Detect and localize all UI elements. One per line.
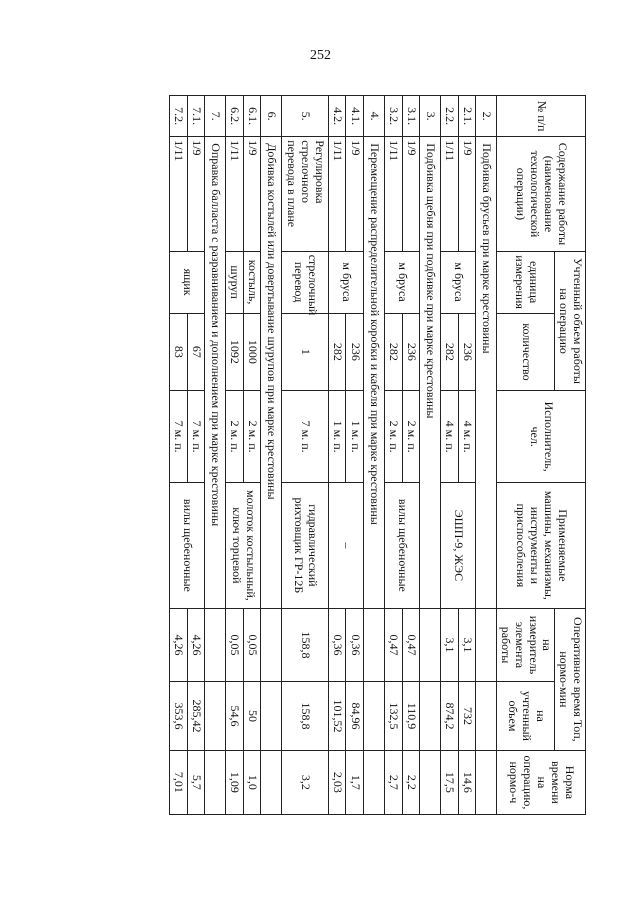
row-content: 1/11 (226, 137, 244, 251)
row-qty: 67 (187, 313, 205, 391)
section-no: 3. (420, 96, 441, 137)
table-row (346, 96, 364, 815)
row-qty: 236 (458, 313, 476, 391)
row-optime-volume: 132,5 (384, 682, 402, 751)
row-norm: 2,2 (402, 750, 420, 814)
row-qty: 1 (282, 313, 328, 391)
row-optime-volume: 158,8 (282, 682, 328, 751)
row-optime-volume: 101,52 (328, 682, 346, 751)
section-row (476, 96, 497, 815)
row-no: 2.2. (441, 96, 459, 137)
table-row (243, 96, 261, 815)
row-tools: гидравлический рихтовщик ГР-12Б (282, 482, 328, 608)
row-optime-meter: 0,05 (243, 608, 261, 681)
row-norm: 14,6 (458, 750, 476, 814)
row-tools: – (328, 482, 363, 608)
row-tools: вилы щебеночные (384, 482, 419, 608)
row-qty: 1000 (243, 313, 261, 391)
row-norm: 5,7 (187, 750, 205, 814)
header-norm: Норма времени на операцию, нормо-ч (497, 750, 586, 814)
row-no: 3.1. (402, 96, 420, 137)
row-norm: 1,7 (346, 750, 364, 814)
row-content: 1/9 (402, 137, 420, 251)
table-row (328, 96, 346, 815)
row-norm: 2,03 (328, 750, 346, 814)
row-tools: ЭШП-9, ЖЭС (441, 482, 476, 608)
row-content: 1/11 (170, 137, 188, 251)
row-optime-volume: 54,6 (226, 682, 244, 751)
row-executor: 1 м. п. (328, 391, 346, 483)
row-norm: 3,2 (282, 750, 328, 814)
row-optime-volume: 732 (458, 682, 476, 751)
row-unit: костыль, (243, 251, 261, 313)
row-executor: 2 м. п. (226, 391, 244, 483)
row-optime-meter: 0,47 (402, 608, 420, 681)
row-executor: 7 м. п. (170, 391, 188, 483)
row-optime-meter: 4,26 (187, 608, 205, 681)
row-unit: ящик (170, 251, 205, 313)
row-executor: 7 м. п. (187, 391, 205, 483)
row-executor: 2 м. п. (243, 391, 261, 483)
row-executor: 7 м. п. (282, 391, 328, 483)
header-content: Содержание работы (наименование технологической операции) (497, 137, 586, 251)
row-optime-meter: 4,26 (170, 608, 188, 681)
row-content: Регулировка стрелочного перевода в плане (282, 137, 328, 251)
row-qty: 236 (402, 313, 420, 391)
row-optime-meter: 158,8 (282, 608, 328, 681)
header-optime: Оперативное время Топ, нормо-мин (555, 608, 586, 750)
row-no: 7.1. (187, 96, 205, 137)
row-no: 6.2. (226, 96, 244, 137)
row-content: 1/11 (384, 137, 402, 251)
row-qty: 83 (170, 313, 188, 391)
row-unit: шуруп (226, 251, 244, 313)
table-row (282, 96, 328, 815)
row-optime-volume: 84,96 (346, 682, 364, 751)
header-no: № п/п (497, 96, 586, 137)
row-unit: м бруса (384, 251, 419, 313)
section-title: Подбивка щебня при подбивке при марке крестовины (420, 137, 441, 609)
row-content: 1/9 (346, 137, 364, 251)
header-tools: Применяемые машины, механизмы, инструменты и приспособления (497, 482, 586, 608)
row-no: 7.2. (170, 96, 188, 137)
section-no: 4. (363, 96, 384, 137)
row-qty: 236 (346, 313, 364, 391)
norms-table-container (169, 95, 586, 815)
row-optime-volume: 874,2 (441, 682, 459, 751)
section-title: Перемещение распределительной коробки и кабеля при марке крестовины (363, 137, 384, 609)
row-optime-meter: 0,47 (384, 608, 402, 681)
section-title: Добивка костылей или довертывание шурупов при марке крестовины (261, 137, 282, 609)
header-executor: Исполнитель, чел. (497, 391, 586, 483)
row-qty: 282 (328, 313, 346, 391)
row-executor: 1 м. п. (346, 391, 364, 483)
header-optime-meter: на измеритель элемента работы (497, 608, 555, 681)
section-row (261, 96, 282, 815)
row-unit: стрелочный перевод (282, 251, 328, 313)
section-row (205, 96, 226, 815)
row-no: 6.1. (243, 96, 261, 137)
row-optime-meter: 3,1 (441, 608, 459, 681)
row-no: 5. (282, 96, 328, 137)
row-optime-volume: 353,6 (170, 682, 188, 751)
row-optime-meter: 0,36 (346, 608, 364, 681)
section-row (363, 96, 384, 815)
row-no: 4.1. (346, 96, 364, 137)
row-norm: 2,7 (384, 750, 402, 814)
header-qty: количество (497, 313, 555, 391)
row-executor: 4 м. п. (441, 391, 459, 483)
row-optime-meter: 0,36 (328, 608, 346, 681)
page-number: 252 (310, 48, 331, 63)
table-row (458, 96, 476, 815)
section-no: 2. (476, 96, 497, 137)
table-row (226, 96, 244, 815)
row-optime-volume: 110,9 (402, 682, 420, 751)
row-unit: м бруса (441, 251, 476, 313)
row-optime-volume: 50 (243, 682, 261, 751)
row-optime-meter: 0,05 (226, 608, 244, 681)
row-content: 1/9 (243, 137, 261, 251)
row-tools: вилы щебеночные (170, 482, 205, 608)
section-no: 7. (205, 96, 226, 137)
row-executor: 2 м. п. (402, 391, 420, 483)
header-optime-volume: на учтенный объем (497, 682, 555, 751)
row-optime-meter: 3,1 (458, 608, 476, 681)
row-tools: молоток костыльный, ключ торцевой (226, 482, 261, 608)
row-norm: 7,01 (170, 750, 188, 814)
section-row (420, 96, 441, 815)
table-row (441, 96, 459, 815)
row-unit: м бруса (328, 251, 363, 313)
row-content: 1/9 (187, 137, 205, 251)
row-qty: 1092 (226, 313, 244, 391)
row-qty: 282 (384, 313, 402, 391)
header-volume: Учтенный объем работы на операцию (555, 251, 586, 391)
row-norm: 1,09 (226, 750, 244, 814)
row-optime-volume: 285,42 (187, 682, 205, 751)
header-unit: единица измерения (497, 251, 555, 313)
row-norm: 17,5 (441, 750, 459, 814)
table-row (384, 96, 402, 815)
section-title: Оправка балласта с разравниванием и дополнением при марке крестовины (205, 137, 226, 609)
row-executor: 4 м. п. (458, 391, 476, 483)
row-no: 2.1. (458, 96, 476, 137)
norms-table (169, 95, 586, 815)
table-row (402, 96, 420, 815)
row-qty: 282 (441, 313, 459, 391)
row-norm: 1,0 (243, 750, 261, 814)
section-title: Подбивка брусьев при марке крестовины (476, 137, 497, 609)
row-content: 1/11 (441, 137, 459, 251)
section-no: 6. (261, 96, 282, 137)
row-executor: 2 м. п. (384, 391, 402, 483)
row-no: 3.2. (384, 96, 402, 137)
table-row (187, 96, 205, 815)
row-content: 1/9 (458, 137, 476, 251)
row-no: 4.2. (328, 96, 346, 137)
row-content: 1/11 (328, 137, 346, 251)
table-row (170, 96, 188, 815)
